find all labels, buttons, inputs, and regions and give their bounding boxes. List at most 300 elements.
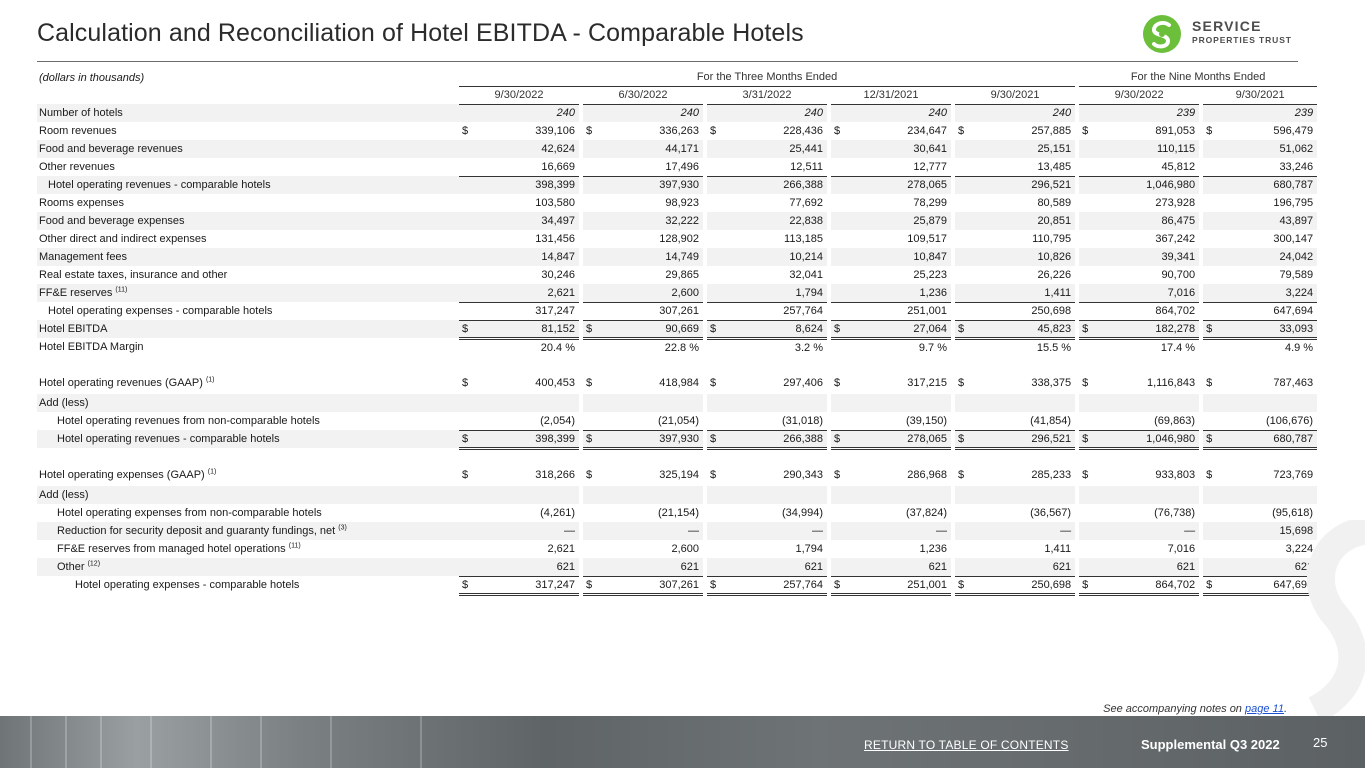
value-cell [955, 176, 1075, 194]
row-label-text: Reduction for security deposit and guaranty fundings, net [57, 525, 336, 537]
value-cell [831, 394, 951, 412]
value-cell [707, 230, 827, 248]
value-cell [831, 504, 951, 522]
cell-value: 182,278 [1155, 322, 1196, 335]
cell-value: 80,589 [1037, 197, 1072, 209]
cell-value: 2,621 [547, 543, 575, 555]
cell-value: 26,226 [1037, 269, 1072, 281]
cell-value: (36,567) [1030, 507, 1072, 519]
value-cell [707, 320, 827, 338]
cell-value: 32,222 [665, 215, 699, 227]
cell-value: 250,698 [1031, 305, 1072, 317]
footnote-ref: (11) [115, 286, 128, 294]
cell-value: 103,580 [535, 197, 575, 209]
value-cell [831, 212, 951, 230]
cell-value: 2,621 [547, 286, 575, 299]
column-header: 12/31/2021 [831, 86, 951, 104]
value-cell [831, 486, 951, 504]
row-label [37, 338, 459, 356]
value-cell [583, 372, 703, 394]
cell-value: 647,694 [1273, 305, 1314, 317]
currency-symbol: $ [1206, 125, 1213, 137]
value-cell [707, 540, 827, 558]
value-cell [831, 248, 951, 266]
value-cell [583, 302, 703, 320]
cell-value: 278,065 [907, 179, 947, 192]
value-cell [583, 464, 703, 486]
currency-symbol: $ [958, 432, 965, 445]
row-label-text: Hotel operating expenses - comparable hotels [75, 579, 300, 591]
value-cell [831, 372, 951, 394]
cell-value: 10,826 [1037, 251, 1072, 263]
cell-value: (31,018) [782, 414, 823, 427]
table-row [37, 266, 1317, 284]
row-label-text: Hotel operating expenses from non-comparable hotels [57, 507, 322, 519]
currency-symbol: $ [586, 469, 593, 481]
watermark-icon [1295, 520, 1365, 716]
value-cell [955, 212, 1075, 230]
cell-value: 33,246 [1279, 160, 1314, 173]
value-cell [1079, 372, 1199, 394]
currency-symbol: $ [1206, 322, 1213, 335]
value-cell [459, 394, 579, 412]
cell-value: 78,299 [913, 197, 947, 209]
currency-symbol: $ [462, 469, 469, 481]
row-label [37, 504, 459, 522]
cell-value: 257,764 [783, 305, 823, 317]
row-label [37, 212, 459, 230]
row-label [37, 248, 459, 266]
cell-value: 51,062 [1279, 143, 1314, 155]
value-cell [1079, 430, 1199, 448]
row-label-text: Food and beverage revenues [39, 143, 183, 155]
value-cell [955, 248, 1075, 266]
value-cell [1079, 558, 1199, 576]
footer-label: Supplemental Q3 2022 [1141, 737, 1280, 752]
group-header-row [37, 69, 1317, 86]
table-row [37, 464, 1317, 486]
value-cell [583, 158, 703, 176]
value-cell [1079, 464, 1199, 486]
column-header: 9/30/2021 [955, 86, 1075, 104]
cell-value: 98,923 [665, 197, 699, 209]
cell-value: 273,928 [1155, 197, 1196, 209]
table-row [37, 320, 1317, 338]
cell-value: 397,930 [659, 179, 699, 192]
column-header: 9/30/2022 [1079, 86, 1199, 104]
currency-symbol: $ [586, 432, 593, 445]
row-label-text: Number of hotels [39, 107, 123, 119]
cell-value: 16,669 [541, 160, 575, 173]
cell-value: 13,485 [1037, 160, 1072, 173]
reconciliation-table [37, 69, 1317, 596]
cell-value: 20,851 [1037, 215, 1072, 227]
cell-value: 621 [1052, 560, 1072, 573]
row-label-text: Add (less) [39, 489, 89, 501]
cell-value: 257,764 [783, 578, 823, 591]
value-cell [583, 558, 703, 576]
value-cell [955, 194, 1075, 212]
cell-value: 2,600 [671, 543, 699, 555]
cell-value: 4.9 % [1284, 341, 1314, 354]
table-row [37, 104, 1317, 122]
table-row [37, 230, 1317, 248]
cell-value: — [1184, 525, 1196, 537]
cell-value: 398,399 [535, 432, 575, 445]
cell-value: 1,794 [795, 286, 823, 299]
value-cell [459, 302, 579, 320]
value-cell [583, 412, 703, 430]
currency-symbol: $ [834, 578, 841, 591]
cell-value: (76,738) [1154, 507, 1196, 519]
row-label-text: Food and beverage expenses [39, 215, 185, 227]
currency-symbol: $ [1206, 377, 1213, 389]
units-label: (dollars in thousands) [39, 71, 145, 84]
row-label [37, 158, 459, 176]
row-label-text: Other [57, 561, 85, 573]
cell-value: 30,641 [913, 143, 947, 155]
cell-value: 251,001 [907, 305, 947, 317]
cell-value: — [564, 525, 575, 537]
value-cell [707, 248, 827, 266]
row-label-text: Hotel operating revenues - comparable hotels [48, 179, 271, 191]
cell-value: — [688, 525, 699, 537]
cell-value: 1,236 [919, 543, 947, 555]
cell-value: 240 [556, 107, 575, 120]
value-cell [955, 540, 1075, 558]
cell-value: 7,016 [1167, 286, 1196, 299]
cell-value: — [812, 525, 823, 537]
currency-symbol: $ [710, 469, 717, 481]
value-cell [1203, 104, 1317, 122]
value-cell [1203, 158, 1317, 176]
value-cell [707, 122, 827, 140]
value-cell [831, 540, 951, 558]
currency-symbol: $ [1206, 432, 1213, 445]
cell-value: 239 [1294, 107, 1314, 120]
cell-value: 45,823 [1037, 322, 1072, 335]
table-row [37, 412, 1317, 430]
row-label-text: Hotel operating expenses (GAAP) [39, 469, 205, 481]
table-row [37, 576, 1317, 594]
row-label-text: Hotel operating revenues from non-comparable hotels [57, 415, 320, 427]
return-to-toc-link[interactable]: RETURN TO TABLE OF CONTENTS [864, 738, 1069, 752]
three-months-header: For the Three Months Ended [459, 69, 1075, 86]
row-label [37, 486, 459, 504]
cell-value: (95,618) [1272, 507, 1314, 519]
value-cell [1203, 394, 1317, 412]
cell-value: 621 [1294, 560, 1314, 573]
currency-symbol: $ [1206, 469, 1213, 481]
row-label-text: Hotel EBITDA [39, 323, 108, 335]
cell-value: 43,897 [1279, 215, 1314, 227]
value-cell [1203, 486, 1317, 504]
cell-value: 14,847 [541, 251, 575, 263]
cell-value: 228,436 [783, 125, 823, 137]
value-cell [955, 338, 1075, 356]
value-cell [707, 504, 827, 522]
row-label [37, 430, 459, 448]
value-cell [459, 372, 579, 394]
value-cell [1079, 266, 1199, 284]
currency-symbol: $ [462, 322, 469, 335]
value-cell [707, 412, 827, 430]
table-row [37, 284, 1317, 302]
value-cell [459, 522, 579, 540]
value-cell [1203, 176, 1317, 194]
cell-value: 10,214 [789, 251, 823, 263]
cell-value: 296,521 [1031, 432, 1072, 445]
cell-value: (106,676) [1266, 414, 1314, 427]
value-cell [707, 140, 827, 158]
value-cell [459, 576, 579, 594]
cell-value: 257,885 [1031, 125, 1072, 137]
footnote-ref: (3) [338, 524, 347, 532]
cell-value: — [1060, 525, 1072, 537]
title-divider [37, 61, 1298, 62]
row-label [37, 230, 459, 248]
value-cell [707, 372, 827, 394]
nine-months-header: For the Nine Months Ended [1079, 69, 1317, 86]
cell-value: 398,399 [535, 179, 575, 192]
value-cell [707, 576, 827, 594]
value-cell [1203, 266, 1317, 284]
cell-value: 14,749 [665, 251, 699, 263]
value-cell [459, 558, 579, 576]
value-cell [707, 176, 827, 194]
cell-value: 110,115 [1156, 143, 1196, 155]
value-cell [1079, 212, 1199, 230]
value-cell [707, 486, 827, 504]
cell-value: 933,803 [1155, 469, 1196, 481]
value-cell [707, 284, 827, 302]
table-row [37, 558, 1317, 576]
value-cell [707, 464, 827, 486]
cell-value: 285,233 [1031, 469, 1072, 481]
cell-value: 81,152 [541, 322, 575, 335]
value-cell [459, 486, 579, 504]
cell-value: 17.4 % [1160, 341, 1196, 354]
currency-symbol: $ [710, 432, 717, 445]
row-label-text: FF&E reserves from managed hotel operations [57, 543, 286, 555]
currency-symbol: $ [958, 578, 965, 591]
value-cell [459, 104, 579, 122]
cell-value: 10,847 [913, 251, 947, 263]
value-cell [831, 266, 951, 284]
value-cell [1079, 230, 1199, 248]
row-label-text: Add (less) [39, 397, 89, 409]
cell-value: — [936, 525, 947, 537]
value-cell [955, 320, 1075, 338]
value-cell [955, 122, 1075, 140]
value-cell [459, 248, 579, 266]
table-row [37, 540, 1317, 558]
row-label [37, 284, 459, 302]
value-cell [955, 486, 1075, 504]
value-cell [707, 212, 827, 230]
cell-value: 25,879 [913, 215, 947, 227]
row-label-text: Rooms expenses [39, 197, 124, 209]
cell-value: 1,411 [1044, 543, 1072, 555]
value-cell [955, 394, 1075, 412]
value-cell [1079, 504, 1199, 522]
value-cell [1203, 372, 1317, 394]
value-cell [1079, 522, 1199, 540]
cell-value: 79,589 [1279, 269, 1314, 281]
notes-suffix: . [1283, 703, 1287, 715]
value-cell [583, 430, 703, 448]
row-label [37, 104, 459, 122]
cell-value: 680,787 [1273, 432, 1314, 445]
value-cell [707, 104, 827, 122]
value-cell [831, 194, 951, 212]
value-cell [831, 302, 951, 320]
value-cell [1203, 122, 1317, 140]
table-row [37, 122, 1317, 140]
cell-value: 30,246 [541, 269, 575, 281]
logo-text-line2: PROPERTIES TRUST [1192, 35, 1292, 45]
cell-value: 1,046,980 [1146, 179, 1196, 192]
cell-value: 1,236 [919, 286, 947, 299]
value-cell [831, 576, 951, 594]
footnote-ref: (12) [87, 560, 101, 568]
value-cell [1079, 320, 1199, 338]
currency-symbol: $ [710, 377, 717, 389]
cell-value: 3.2 % [794, 341, 823, 354]
currency-symbol: $ [958, 125, 965, 137]
value-cell [955, 230, 1075, 248]
spacer-row [37, 356, 1317, 372]
cell-value: (21,154) [658, 507, 699, 519]
value-cell [831, 338, 951, 356]
value-cell [1203, 230, 1317, 248]
value-cell [955, 140, 1075, 158]
value-cell [583, 394, 703, 412]
value-cell [459, 430, 579, 448]
value-cell [583, 104, 703, 122]
value-cell [1203, 320, 1317, 338]
cell-value: (41,854) [1030, 414, 1072, 427]
currency-symbol: $ [1082, 377, 1089, 389]
page-number: 25 [1313, 735, 1328, 750]
value-cell [831, 104, 951, 122]
cell-value: 338,375 [1031, 377, 1072, 389]
cell-value: 12,777 [913, 160, 947, 173]
value-cell [1203, 338, 1317, 356]
cell-value: 240 [1052, 107, 1072, 120]
cell-value: 39,341 [1161, 251, 1196, 263]
table-row [37, 194, 1317, 212]
cell-value: 680,787 [1273, 179, 1314, 192]
value-cell [1079, 576, 1199, 594]
value-cell [831, 176, 951, 194]
value-cell [707, 194, 827, 212]
cell-value: 7,016 [1167, 543, 1196, 555]
value-cell [955, 430, 1075, 448]
page-title: Calculation and Reconciliation of Hotel EBITDA - Comparable Hotels [37, 19, 804, 47]
row-label [37, 194, 459, 212]
value-cell [583, 140, 703, 158]
cell-value: 20.4 % [540, 341, 575, 354]
cell-value: 621 [804, 560, 823, 573]
value-cell [1203, 194, 1317, 212]
currency-symbol: $ [462, 432, 469, 445]
cell-value: (69,863) [1154, 414, 1196, 427]
currency-symbol: $ [1082, 469, 1089, 481]
cell-value: 367,242 [1155, 233, 1196, 245]
value-cell [1079, 394, 1199, 412]
value-cell [831, 558, 951, 576]
value-cell [831, 522, 951, 540]
cell-value: 32,041 [789, 269, 823, 281]
table-row [37, 140, 1317, 158]
cell-value: 8,624 [795, 322, 823, 335]
column-header: 3/31/2022 [707, 86, 827, 104]
value-cell [707, 430, 827, 448]
cell-value: 240 [928, 107, 947, 120]
row-label-text: Management fees [39, 251, 128, 263]
cell-value: (2,054) [540, 414, 575, 427]
cell-value: 86,475 [1161, 215, 1196, 227]
cell-value: (21,054) [658, 414, 699, 427]
value-cell [707, 158, 827, 176]
value-cell [1079, 302, 1199, 320]
cell-value: 266,388 [783, 179, 823, 192]
currency-symbol: $ [710, 578, 717, 591]
cell-value: 339,106 [535, 125, 575, 137]
value-cell [459, 140, 579, 158]
cell-value: 17,496 [665, 160, 699, 173]
value-cell [707, 522, 827, 540]
cell-value: 22.8 % [664, 341, 699, 354]
value-cell [583, 320, 703, 338]
value-cell [1079, 194, 1199, 212]
value-cell [831, 412, 951, 430]
value-cell [583, 230, 703, 248]
value-cell [583, 212, 703, 230]
row-label [37, 576, 459, 594]
cell-value: (4,261) [540, 507, 575, 519]
value-cell [583, 486, 703, 504]
row-label [37, 266, 459, 284]
table-row [37, 522, 1317, 540]
currency-symbol: $ [1082, 125, 1089, 137]
cell-value: 42,624 [541, 143, 575, 155]
table-row [37, 212, 1317, 230]
value-cell [1203, 412, 1317, 430]
value-cell [459, 122, 579, 140]
value-cell [459, 504, 579, 522]
value-cell [1079, 248, 1199, 266]
table-row [37, 372, 1317, 394]
value-cell [583, 194, 703, 212]
currency-symbol: $ [958, 377, 965, 389]
cell-value: 1,046,980 [1146, 432, 1196, 445]
value-cell [955, 158, 1075, 176]
value-cell [955, 302, 1075, 320]
footnote-ref: (1) [205, 376, 215, 384]
column-header: 9/30/2021 [1203, 86, 1317, 104]
notes-page-link[interactable]: page 11 [1244, 703, 1284, 715]
cell-value: 621 [680, 560, 699, 573]
cell-value: 12,511 [790, 160, 823, 173]
value-cell [1079, 338, 1199, 356]
value-cell [831, 158, 951, 176]
cell-value: 24,042 [1279, 251, 1314, 263]
value-cell [583, 504, 703, 522]
value-cell [459, 194, 579, 212]
table-row [37, 176, 1317, 194]
